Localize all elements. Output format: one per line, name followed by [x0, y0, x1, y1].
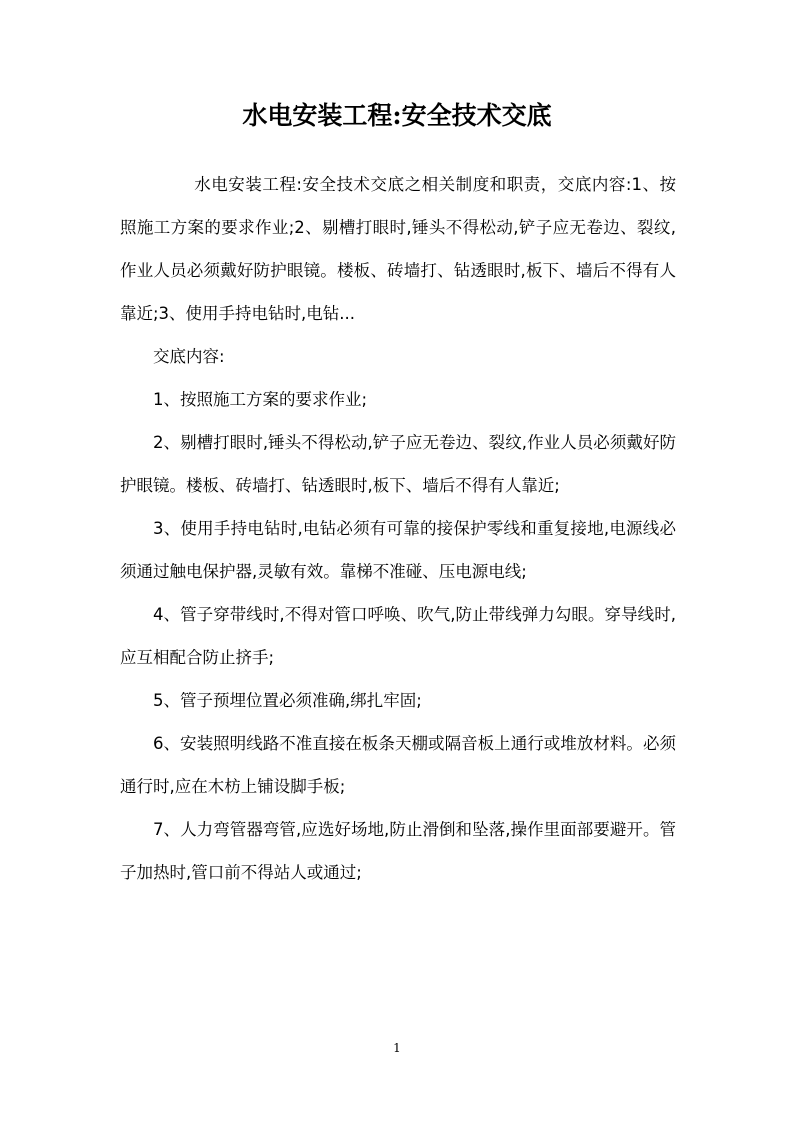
list-item: 3、使用手持电钻时,电钻必须有可靠的接保护零线和重复接地,电源线必须通过触电保护器,灵敏有效。靠梯不准碰、压电源电线; — [120, 519, 676, 581]
list-item: 6、安装照明线路不准直接在板条天棚或隔音板上通行或堆放材料。必须通行时,应在木枋上铺设脚手板; — [120, 734, 676, 796]
section-heading: 交底内容: — [153, 347, 225, 366]
list-item: 4、管子穿带线时,不得对管口呼唤、吹气,防止带线弹力勾眼。穿导线时,应互相配合防止挤手; — [120, 605, 676, 667]
document-body — [120, 163, 676, 894]
summary-paragraph: 水电安装工程:安全技术交底之相关制度和职责，交底内容:1、按照施工方案的要求作业;2、剔槽打眼时,锤头不得松动,铲子应无卷边、裂纹,作业人员必须戴好防护眼镜。楼板、砖墙打、钻透眼时,板下、墙后不得有人靠近;3、使用手持电钻时,电钻... — [120, 175, 676, 323]
page-number: 1 — [393, 1041, 401, 1055]
list-item: 7、人力弯管器弯管,应选好场地,防止滑倒和坠落,操作里面部要避开。管子加热时,管口前不得站人或通过; — [120, 820, 676, 882]
list-item: 5、管子预埋位置必须准确,绑扎牢固; — [153, 691, 422, 710]
document-title: 水电安装工程:安全技术交底 — [242, 101, 552, 130]
list-item: 2、剔槽打眼时,锤头不得松动,铲子应无卷边、裂纹,作业人员必须戴好防护眼镜。楼板、砖墙打、钻透眼时,板下、墙后不得有人靠近; — [120, 433, 676, 495]
list-item: 1、按照施工方案的要求作业; — [153, 390, 368, 409]
